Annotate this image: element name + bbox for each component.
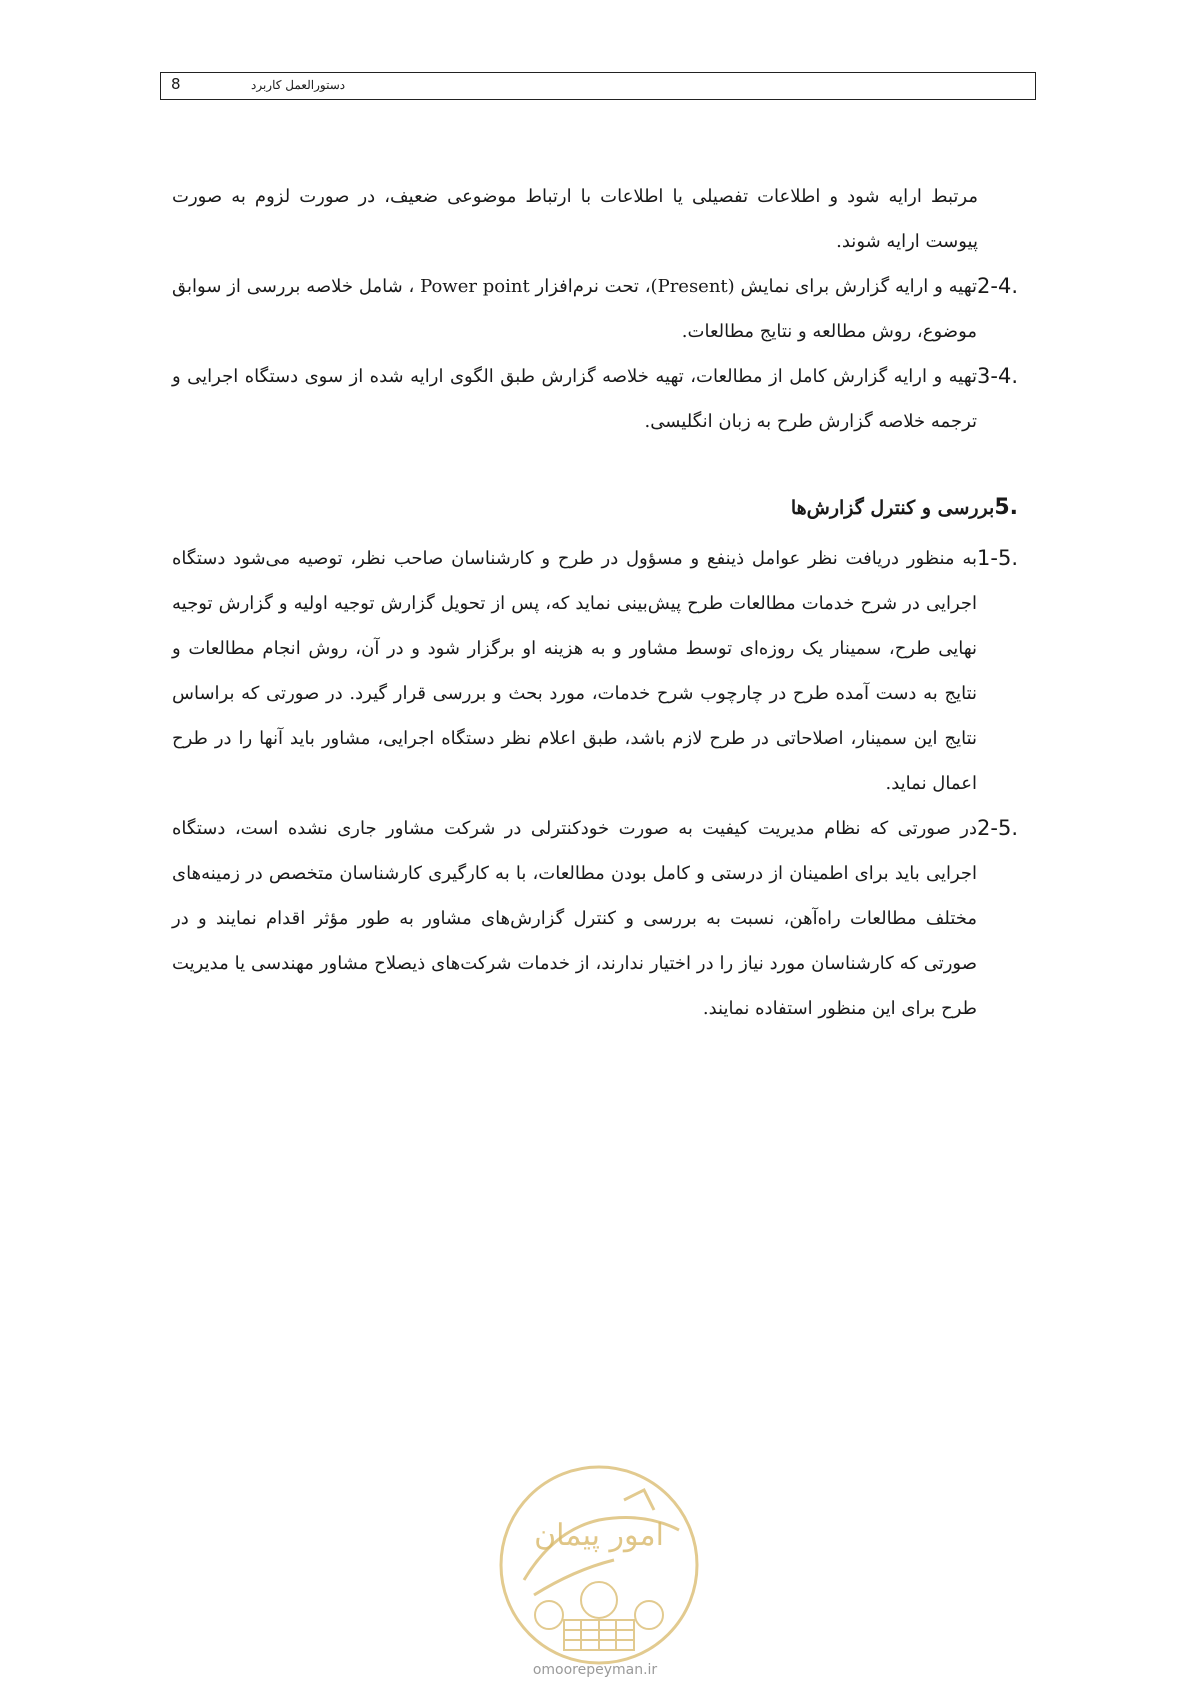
document-title: دستورالعمل کاربرد: [251, 78, 346, 92]
item-number: 3-4.: [977, 364, 1018, 388]
list-item: [172, 264, 1018, 354]
item-text: در صورتی که نظام مدیریت کیفیت به صورت خودکنترلی در شرکت مشاور جاری نشده است، دستگاه اجرایی باید برای اطمینان از درستی و کامل بودن مطالعات، با به کارگیری کارشناسان متخصص در زمینه‌های مختلف مطالعات راه‌آهن، نسبت به بررسی و کنترل گزارش‌های مشاور به طور مؤثر اقدام نمایند و در صورتی که کارشناسان مورد نیاز را در اختیار ندارند، از خدمات شرکت‌های ذیصلاح مشاور مهندسی یا مدیریت طرح برای این منظور استفاده نمایند.: [172, 818, 978, 1019]
item-number: 1-5.: [977, 546, 1018, 570]
page-header: [160, 72, 1036, 100]
item-text: تهیه و ارایه گزارش برای نمایش (Present)، تحت نرم‌افزار Power point ، شامل خلاصه بررسی از سوابق موضوع، روش مطالعه و نتایج مطالعات.: [172, 276, 978, 342]
page-number: 8: [171, 75, 181, 93]
list-item: [172, 354, 1018, 444]
section-number: 5.: [994, 495, 1018, 520]
intro-paragraph: مرتبط ارایه شود و اطلاعات تفصیلی یا اطلاعات با ارتباط موضوعی ضعیف، در صورت لزوم به صورت پیوست ارایه شوند.: [172, 186, 978, 252]
item-number: 2-5.: [977, 816, 1018, 840]
watermark-url: omoorepeyman.ir: [532, 1662, 658, 1678]
section-heading: [172, 486, 1018, 530]
list-item: [172, 806, 1018, 1031]
item-number: 2-4.: [977, 274, 1018, 298]
item-text: به منظور دریافت نظر عوامل ذینفع و مسؤول در طرح و کارشناسان صاحب نظر، توصیه می‌شود دستگاه اجرایی در شرح خدمات مطالعات طرح پیش‌بینی نماید که، پس از تحویل گزارش توجیه اولیه و گزارش توجیه نهایی طرح، سمینار یک روزه‌ای توسط مشاور و به هزینه او برگزار شود و در آن، روش انجام مطالعات و نتایج به دست آمده طرح در چارچوب شرح خدمات، مورد بحث و بررسی قرار گیرد. در صورتی که براساس نتایج این سمینار، اصلاحاتی در طرح لازم باشد، طبق اعلام نظر دستگاه اجرایی، مشاور باید آنها را در طرح اعمال نماید.: [172, 548, 978, 794]
logo-text: امور پیمان: [534, 1518, 664, 1553]
page-content: [172, 174, 1018, 1031]
section-title: بررسی و کنترل گزارش‌ها: [790, 497, 995, 519]
item-text: تهیه و ارایه گزارش کامل از مطالعات، تهیه خلاصه گزارش طبق الگوی ارایه شده از سوی دستگاه اجرایی و ترجمه خلاصه گزارش طرح به زبان انگلیسی.: [172, 366, 978, 432]
list-item: [172, 536, 1018, 806]
watermark-logo-icon: [494, 1460, 704, 1670]
